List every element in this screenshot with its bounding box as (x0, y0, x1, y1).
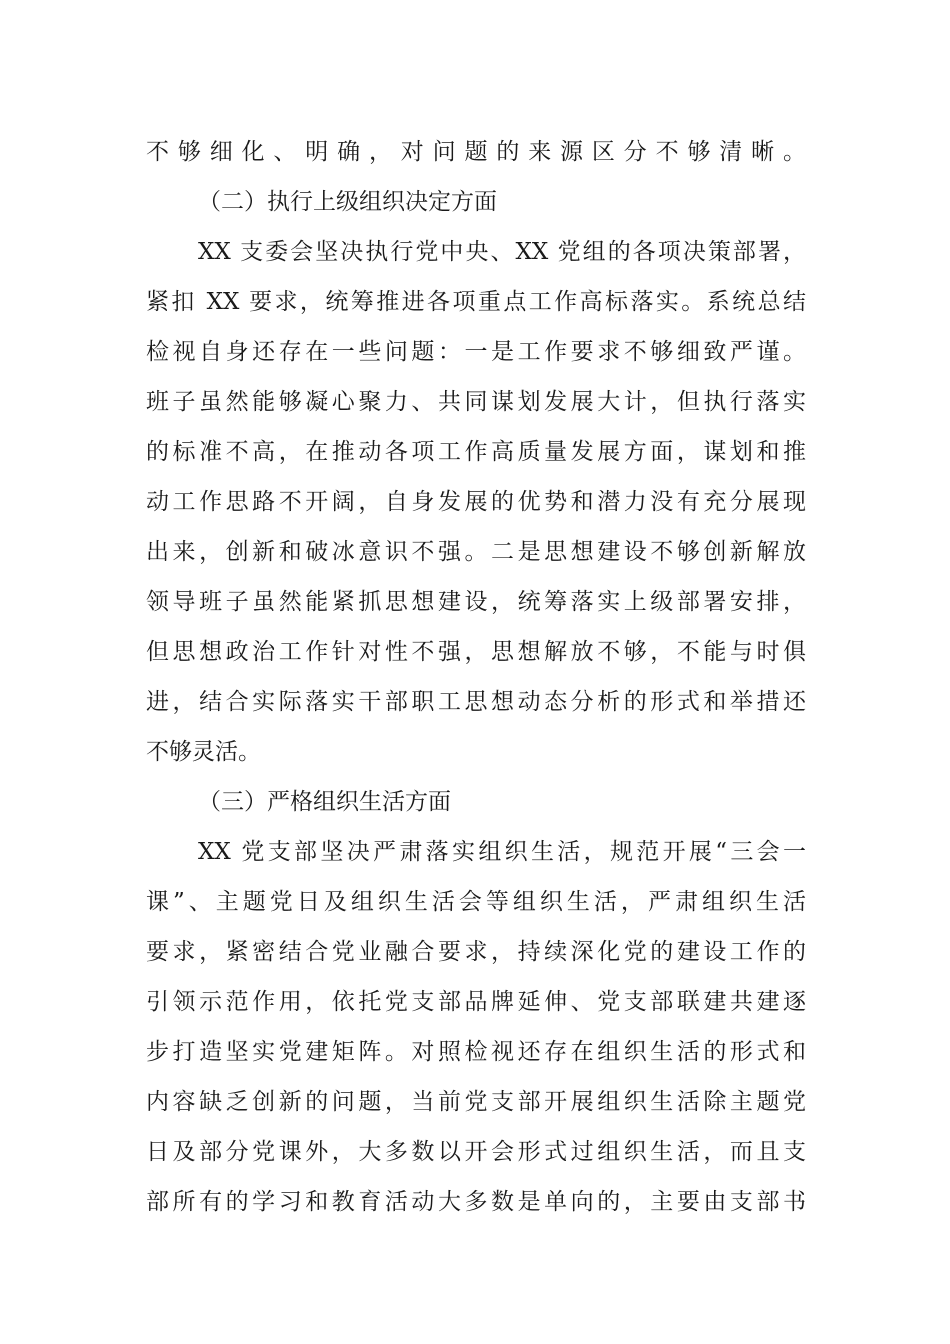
text-line: XX 党支部坚决严肃落实组织生活，规范开展“三会一 (198, 839, 806, 865)
text-line: 步打造坚实党建矩阵。对照检视还存在组织生活的形式和 (146, 1039, 806, 1065)
text-line: 要求，紧密结合党业融合要求，持续深化党的建设工作的 (146, 939, 806, 965)
section-heading: （二）执行上级组织决定方面 (198, 189, 497, 215)
section-heading: （三）严格组织生活方面 (198, 789, 451, 815)
text-line: 紧扣 XX 要求，统筹推进各项重点工作高标落实。系统总结 (146, 289, 806, 315)
text-line: 引领示范作用，依托党支部品牌延伸、党支部联建共建逐 (146, 989, 806, 1015)
text-line: 动工作思路不开阔，自身发展的优势和潜力没有充分展现 (146, 489, 806, 515)
text-line: 课”、主题党日及组织生活会等组织生活，严肃组织生活 (146, 889, 806, 915)
text-line: 部所有的学习和教育活动大多数是单向的，主要由支部书 (146, 1189, 806, 1215)
text-line: XX 支委会坚决执行党中央、XX 党组的各项决策部署， (198, 239, 806, 265)
document-page (146, 127, 806, 1227)
text-line: 领导班子虽然能紧抓思想建设，统筹落实上级部署安排， (146, 589, 806, 615)
text-line: 不够细化、明确，对问题的来源区分不够清晰。 (146, 139, 806, 165)
text-line: 不够灵活。 (146, 739, 261, 765)
text-line: 但思想政治工作针对性不强，思想解放不够，不能与时俱 (146, 639, 806, 665)
text-line: 内容缺乏创新的问题，当前党支部开展组织生活除主题党 (146, 1089, 806, 1115)
text-line: 班子虽然能够凝心聚力、共同谋划发展大计，但执行落实 (146, 389, 806, 415)
text-line: 检视自身还存在一些问题：一是工作要求不够细致严谨。 (146, 339, 806, 365)
text-line: 出来，创新和破冰意识不强。二是思想建设不够创新解放 (146, 539, 806, 565)
text-line: 进，结合实际落实干部职工思想动态分析的形式和举措还 (146, 689, 806, 715)
text-line: 日及部分党课外，大多数以开会形式过组织生活，而且支 (146, 1139, 806, 1165)
text-line: 的标准不高，在推动各项工作高质量发展方面，谋划和推 (146, 439, 806, 465)
